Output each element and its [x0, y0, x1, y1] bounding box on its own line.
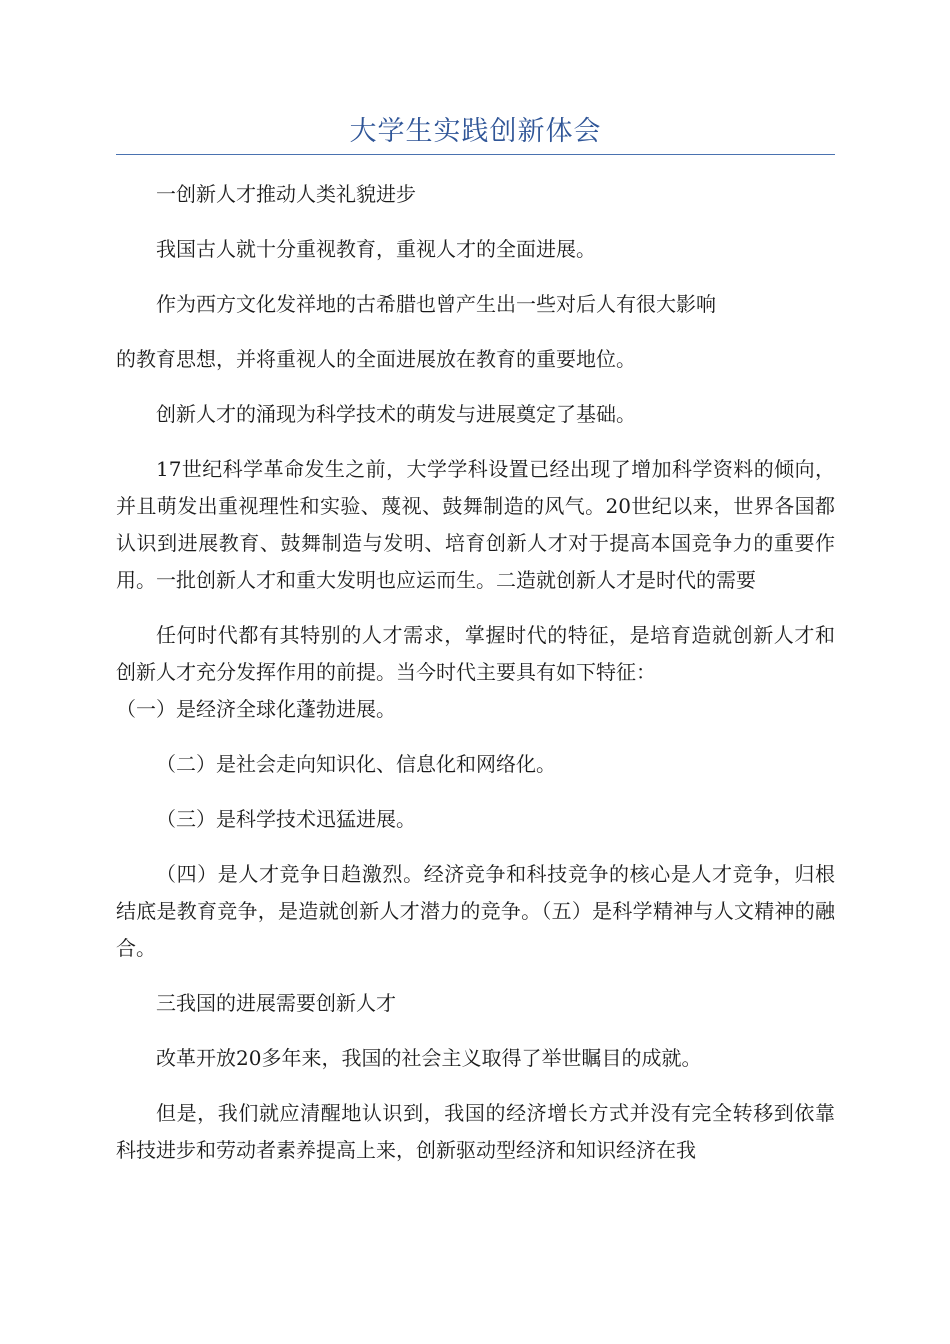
- document-title: 大学生实践创新体会: [349, 116, 602, 147]
- title-underline: [116, 154, 835, 155]
- document-body: [116, 176, 835, 1187]
- paragraph: 的教育思想，并将重视人的全面进展放在教育的重要地位。: [116, 347, 636, 371]
- paragraph: 创新人才的涌现为科学技术的萌发与进展奠定了基础。: [156, 402, 636, 426]
- paragraph: （一）是经济全球化蓬勃进展。: [116, 697, 396, 721]
- paragraph: 一创新人才推动人类礼貌进步: [156, 182, 416, 206]
- paragraph: 我国古人就十分重视教育，重视人才的全面进展。: [156, 237, 596, 261]
- paragraph: （四）是人才竞争日趋激烈。经济竞争和科技竞争的核心是人才竞争，归根结底是教育竞争，是造就创新人才潜力的竞争。（五）是科学精神与人文精神的融合。: [116, 862, 835, 960]
- paragraph: （三）是科学技术迅猛进展。: [156, 807, 416, 831]
- paragraph: 任何时代都有其特别的人才需求，掌握时代的特征，是培育造就创新人才和创新人才充分发挥作用的前提。当今时代主要具有如下特征：: [116, 623, 835, 684]
- paragraph: 17世纪科学革命发生之前，大学学科设置已经出现了增加科学资料的倾向，并且萌发出重视理性和实验、蔑视、鼓舞制造的风气。20世纪以来，世界各国都认识到进展教育、鼓舞制造与发明、培育创新人才对于提高本国竞争力的重要作用。一批创新人才和重大发明也应运而生。二造就创新人才是时代的需要: [116, 457, 835, 592]
- paragraph: 但是，我们就应清醒地认识到，我国的经济增长方式并没有完全转移到依靠科技进步和劳动者素养提高上来，创新驱动型经济和知识经济在我: [116, 1101, 835, 1162]
- paragraph: 作为西方文化发祥地的古希腊也曾产生出一些对后人有很大影响: [156, 292, 716, 316]
- paragraph: 改革开放20多年来，我国的社会主义取得了举世瞩目的成就。: [156, 1046, 702, 1070]
- paragraph: （二）是社会走向知识化、信息化和网络化。: [156, 752, 556, 776]
- paragraph: 三我国的进展需要创新人才: [156, 991, 396, 1015]
